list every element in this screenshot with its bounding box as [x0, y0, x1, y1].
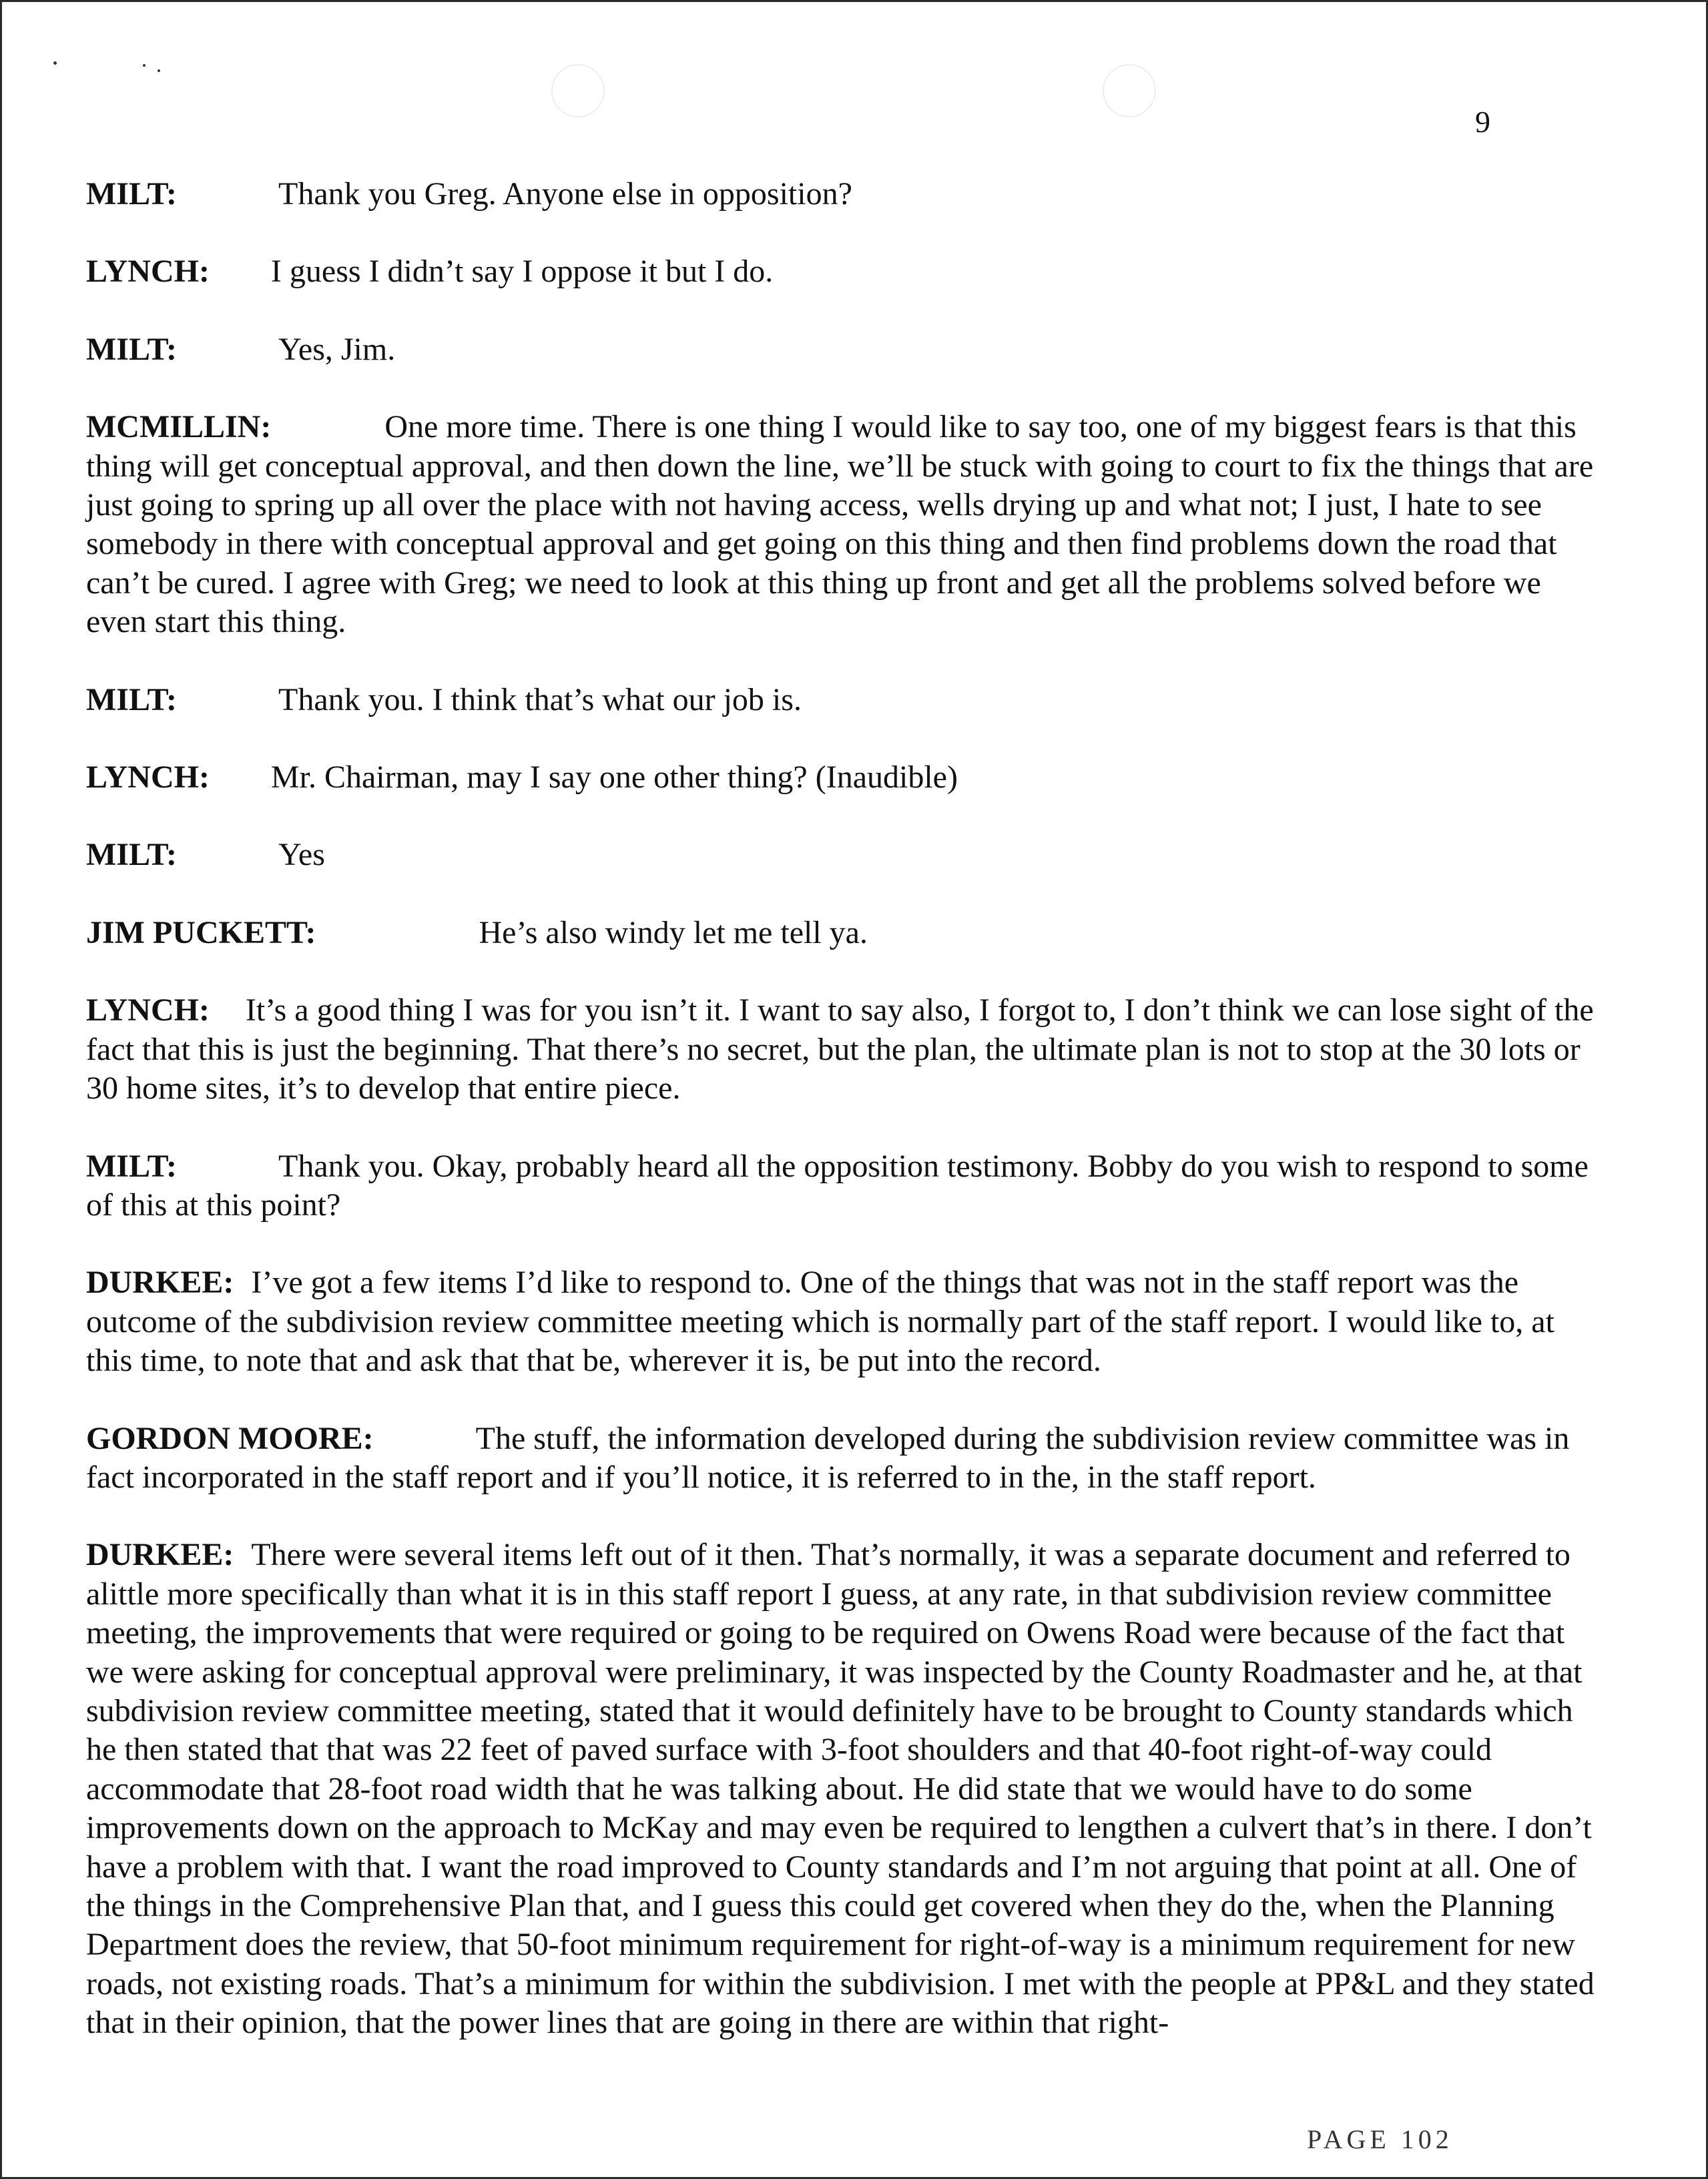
utterance-text: He’s also windy let me tell ya.: [479, 914, 868, 950]
transcript-entry: [86, 1147, 1601, 1225]
transcript-entry: [86, 1536, 1601, 2042]
utterance-text: Mr. Chairman, may I say one other thing? (Inaudible): [270, 759, 958, 796]
utterance-text: Yes: [278, 837, 325, 873]
speaker-label: MCMILLIN:: [86, 409, 272, 445]
speaker-label: LYNCH:: [86, 992, 210, 1028]
page-number: 9: [1475, 105, 1490, 139]
utterance-text: Thank you Greg. Anyone else in opposition?: [278, 176, 852, 212]
utterance-text: The stuff, the information developed during the subdivision review committee was in fact incorporated in the staff report and if you’ll notice, it is referred to in the, in the staff report.: [86, 1420, 1570, 1495]
utterance-text: One more time. There is one thing I would like to say too, one of my biggest fears is that this thing will get conceptual approval, and then down the line, we’ll be stuck with going to court to fix the things that are just going to spring up all over the place with not having access, wells drying up and what not; I just, I hate to see somebody in there with conceptual approval and get going on this thing and then find problems down the road that can’t be cured. I agree with Greg; we need to look at this thing up front and get all the problems solved before we even start this thing.: [86, 409, 1594, 640]
speaker-label: MILT:: [86, 1148, 178, 1184]
punch-hole-left: [551, 64, 605, 117]
transcript-entry: [86, 1420, 1601, 1498]
transcript-body: [86, 175, 1601, 2082]
transcript-entry: [86, 758, 1601, 797]
speaker-label: DURKEE:: [86, 1537, 234, 1573]
scan-speck: [158, 69, 160, 72]
transcript-entry: [86, 252, 1601, 291]
speaker-label: MILT:: [86, 176, 178, 212]
utterance-text: Yes, Jim.: [278, 331, 396, 367]
utterance-text: There were several items left out of it then. That’s normally, it was a separate document and referred to alittle more specifically than what it is in this staff report I guess, at any rate, in that subdivision review committee meeting, the improvements that were required or going to be required on Owens Road were because of the fact that we were asking for conceptual approval were preliminary, it was inspected by the County Roadmaster and he, at that subdivision review committee meeting, stated that it would definitely have to be brought to County standards which he then stated that that was 22 feet of paved surface with 3-foot shoulders and that 40-foot right-of-way could accommodate that 28-foot road width that he was talking about. He did state that we would have to do some improvements down on the approach to McKay and may even be required to lengthen a culvert that’s in there. I don’t have a problem with that. I want the road improved to County standards and I’m not arguing that point at all. One of the things in the Comprehensive Plan that, and I guess this could get covered when they do the, when the Planning Department does the review, that 50-foot minimum requirement for right-of-way is a minimum requirement for new roads, not existing roads. That’s a minimum for within the subdivision. I met with the people at PP&L and they stated that in their opinion, that the power lines that are going in there are within that right-: [86, 1537, 1595, 2041]
transcript-entry: [86, 681, 1601, 719]
transcript-entry: [86, 991, 1601, 1108]
speaker-label: MILT:: [86, 837, 178, 873]
transcript-entry: [86, 1263, 1601, 1380]
speaker-label: MILT:: [86, 681, 178, 717]
transcript-entry: [86, 330, 1601, 369]
transcript-entry: [86, 175, 1601, 214]
page-footer-stamp: PAGE 102: [1307, 2124, 1453, 2154]
punch-hole-right: [1103, 64, 1156, 117]
utterance-text: I’ve got a few items I’d like to respond to. One of the things that was not in the staff report was the outcome of the subdivision review committee meeting which is normally part of the staff report. I would like to, at this time, to note that and ask that that be, wherever it is, be put into the record.: [86, 1265, 1554, 1379]
transcript-entry: [86, 914, 1601, 952]
speaker-label: GORDON MOORE:: [86, 1420, 374, 1456]
scan-speck: [143, 64, 146, 67]
speaker-label: DURKEE:: [86, 1265, 234, 1301]
speaker-label: MILT:: [86, 331, 178, 367]
transcript-entry: [86, 836, 1601, 874]
speaker-label: JIM PUCKETT:: [86, 914, 316, 950]
utterance-text: Thank you. Okay, probably heard all the opposition testimony. Bobby do you wish to respond to some of this at this point?: [86, 1148, 1589, 1223]
speaker-label: LYNCH:: [86, 759, 210, 796]
transcript-entry: [86, 408, 1601, 641]
utterance-text: Thank you. I think that’s what our job is.: [278, 681, 802, 717]
scan-speck: [53, 61, 57, 65]
utterance-text: I guess I didn’t say I oppose it but I do.: [270, 254, 774, 290]
speaker-label: LYNCH:: [86, 254, 210, 290]
utterance-text: It’s a good thing I was for you isn’t it. I want to say also, I forgot to, I don’t think we can lose sight of the fact that this is just the beginning. That there’s no secret, but the plan, the ultimate plan is not to stop at the 30 lots or 30 home sites, it’s to develop that entire piece.: [86, 992, 1594, 1107]
